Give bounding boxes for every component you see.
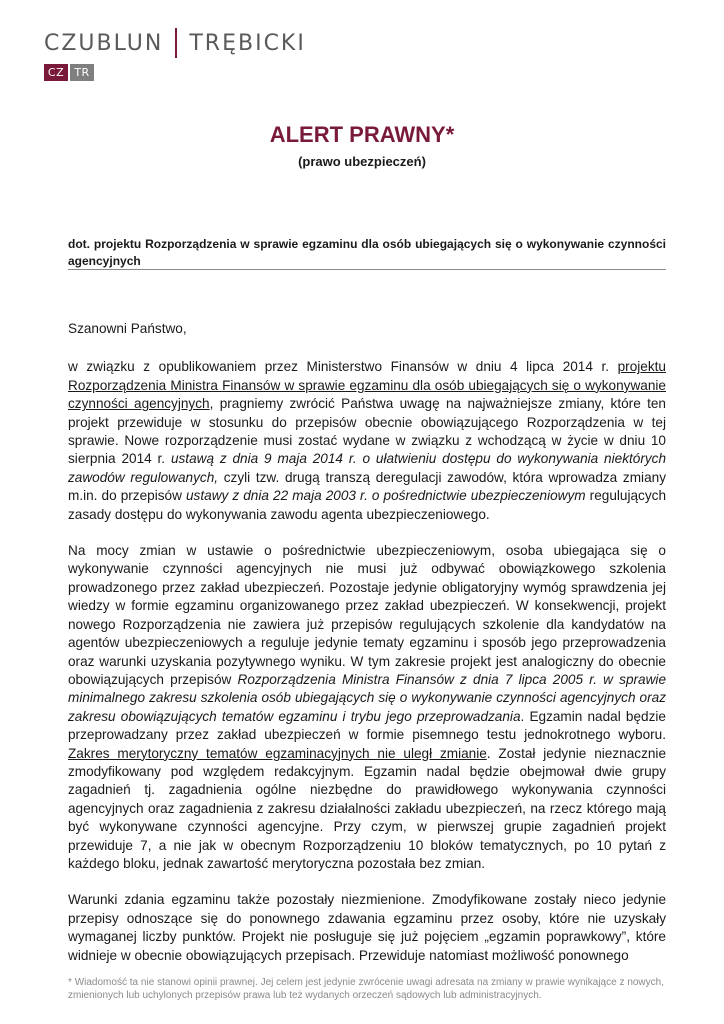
para1-act-citation-2: ustawy z dnia 22 maja 2003 r. o pośrednictwie ubezpieczeniowym <box>186 488 586 504</box>
logo-name-right: TRĘBICKI <box>189 30 306 56</box>
salutation: Szanowni Państwo, <box>68 321 187 336</box>
logo-badges <box>44 64 306 81</box>
draft-regulation-link[interactable]: projektu Rozporządzenia Ministra Finansów w sprawie egzaminu dla osób ubiegających się o wykonywanie czynności agencyjnych <box>68 359 666 412</box>
paragraph-1 <box>68 358 666 524</box>
letter-body <box>68 320 666 983</box>
reference-line: dot. projektu Rozporządzenia w sprawie egzaminu dla osób ubiegających się o wykonywanie czynności agencyjnych <box>68 237 666 268</box>
paragraph-2 <box>68 542 666 873</box>
paragraph-3: Warunki zdania egzaminu także pozostały niezmienione. Zmodyfikowane zostały nieco jedynie przepisy odnoszące się do ponownego zdawania egzaminu przez osoby, które nie uzyskały wymaganej liczby punktów. Projekt nie posługuje się już pojęciem „egzamin poprawkowy”, które widnieje w obecnie obowiązujących przepisach. Przewiduje natomiast możliwość ponownego <box>68 892 666 963</box>
para1-text-2: , pragniemy zwrócić Państwa uwagę na najważniejsze zmiany, które ten projekt przewiduje w stosunku do przepisów obecnie obowiązującego Rozporządzenia w tej sprawie. Nowe rozporządzenie musi zostać wydane w związku z wchodzącą w życie w dniu 10 sierpnia 2014 r. <box>68 396 666 467</box>
logo-separator <box>175 28 177 58</box>
para2-text-1: Na mocy zmian w ustawie o pośrednictwie ubezpieczeniowym, osoba ubiegająca się o wykonywanie czynności agencyjnych nie musi już odbywać obowiązkowego szkolenia prowadzonego przez zakład ubezpieczeń. Pozostaje jedynie obligatoryjny wymóg sprawdzenia jej wiedzy w formie egzaminu organizowanego przez zakład ubezpieczeń. W konsekwencji, projekt nowego Rozporządzenia nie zawiera już przepisów regulujących szkolenie dla kandydatów na agentów ubezpieczeniowych a reguluje jedynie tematy egzaminu i sposób jego przeprowadzenia oraz warunki uzyskania pozytywnego wyniku. W tym zakresie projekt jest analogiczny do obecnie obowiązujących przepisów <box>68 543 666 687</box>
para2-underlined-note: Zakres merytoryczny tematów egzaminacyjnych nie uległ zmianie <box>68 745 487 761</box>
para2-text-2: . Egzamin nadal będzie przeprowadzany przez zakład ubezpieczeń w formie pisemnego testu jednokrotnego wyboru. <box>68 708 666 743</box>
firm-logo <box>44 28 306 81</box>
page-title: ALERT PRAWNY* <box>269 122 455 147</box>
logo-wordmark <box>44 28 306 58</box>
logo-badge-cz: CZ <box>44 64 68 81</box>
footnote: * Wiadomość ta nie stanowi opinii prawnej. Jej celem jest jedynie zwrócenie uwagi adresata na zmiany w prawie wynikające z nowych, zmienionych lub uchylonych przepisów prawa lub też wydanych orzeczeń sądowych lub administracyjnych. <box>68 977 664 1001</box>
para1-act-citation-1: ustawą z dnia 9 maja 2014 r. o ułatwieniu dostępu do wykonywania niektórych zawodów regulowanych, <box>68 451 667 485</box>
logo-badge-tr: TR <box>70 64 94 81</box>
para2-regulation-citation: Rozporządzenia Ministra Finansów z dnia 7 lipca 2005 r. w sprawie minimalnego zakresu szkolenia osób ubiegających się o wykonywanie czynności agencyjnych oraz zakresu obowiązujących tematów egzaminu i trybu jego przeprowadzania <box>68 671 667 724</box>
logo-name-left: CZUBLUN <box>44 30 164 56</box>
para1-text-3: czyli tzw. drugą transzą deregulacji zawodów, która wprowadza zmiany m.in. do przepisów <box>68 469 666 504</box>
page-subtitle: (prawo ubezpieczeń) <box>298 154 426 169</box>
para1-text-1: w związku z opublikowaniem przez Ministerstwo Finansów w dniu 4 lipca 2014 r. <box>68 359 618 375</box>
para2-text-3: . Został jedynie nieznacznie zmodyfikowany pod względem redakcyjnym. Egzamin nadal będzie obejmował dwie grupy zagadnień tj. zagadnienia ogólne niezbędne do prawidłowego wykonywania czynności agencyjnych oraz zagadnienia z zakresu działalności zakładu ubezpieczeń, na rzecz którego mają być wykonywane czynności agencyjne. Przy czym, w pierwszej grupie zagadnień projekt przewiduje 7, a nie jak w obecnym Rozporządzeniu 10 bloków tematycznych, po 10 pytań z każdego bloku, jednak zawartość merytoryczna pozostała bez zmian. <box>68 745 666 871</box>
para1-text-4: regulujących zasady dostępu do wykonywania zawodu agenta ubezpieczeniowego. <box>68 488 666 522</box>
reference-divider <box>68 269 666 270</box>
